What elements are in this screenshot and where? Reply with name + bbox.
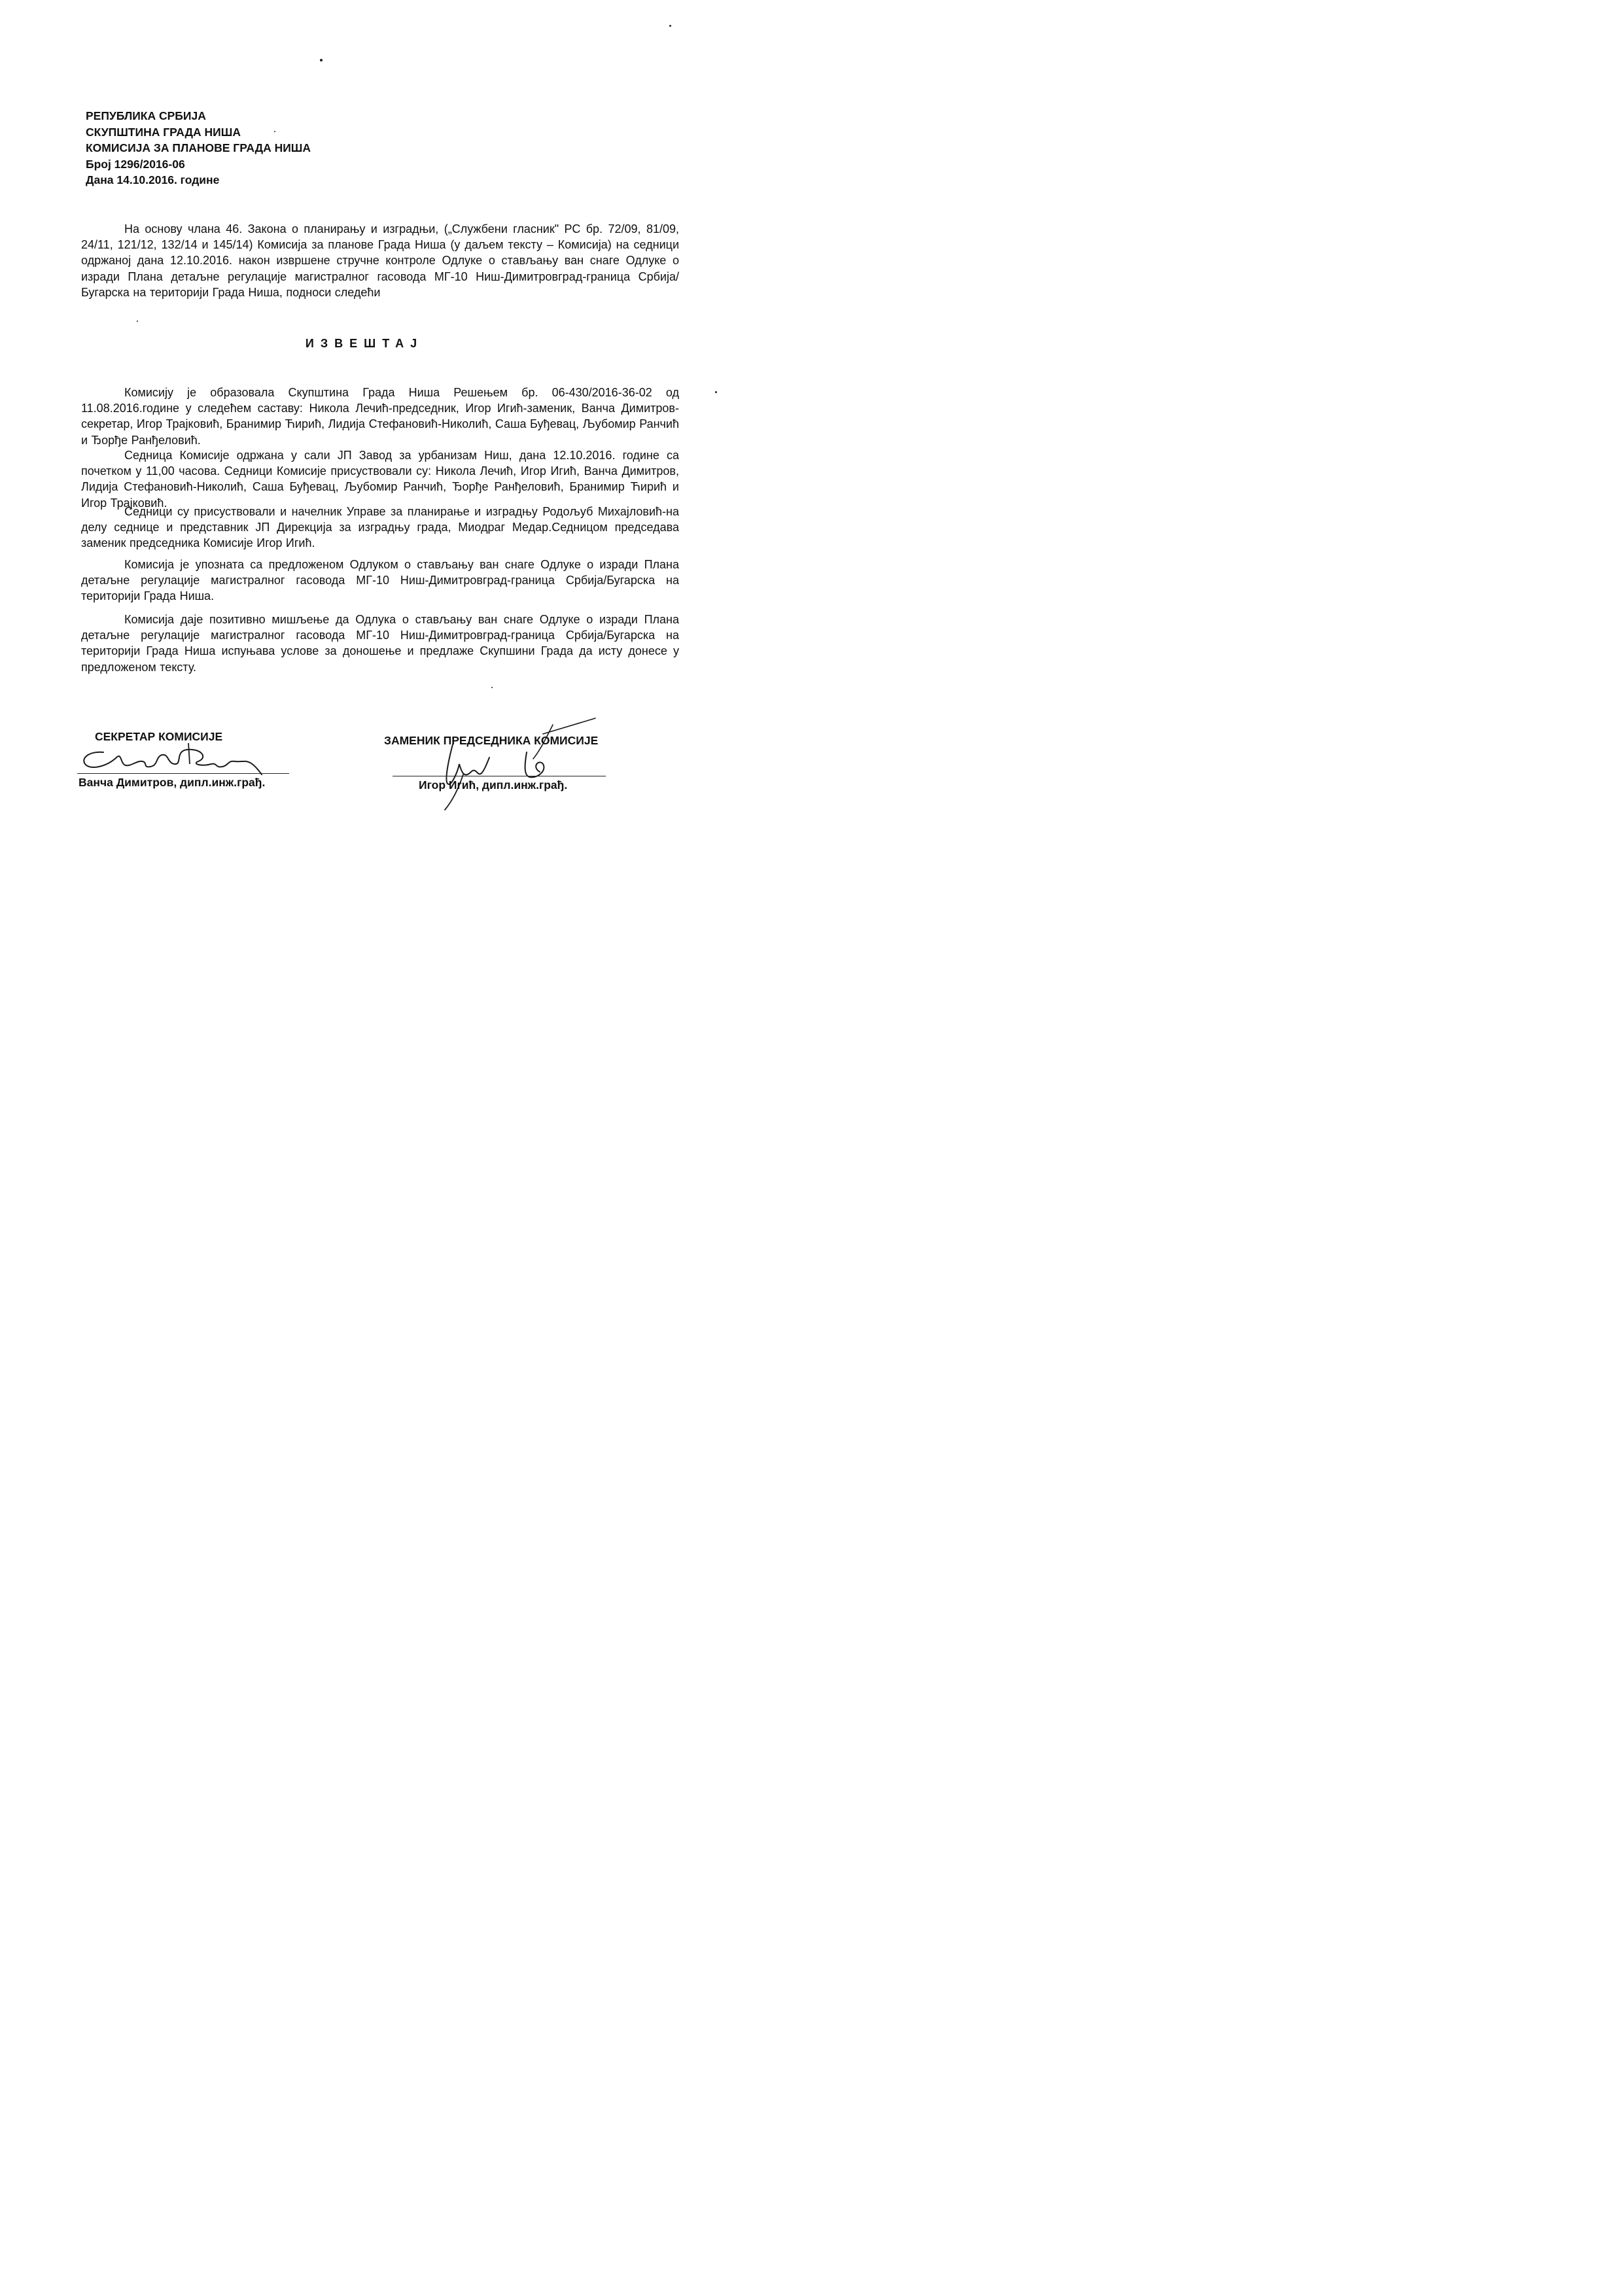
body-paragraph-3: Седници су присуствовали и начелник Управе за планирање и изградњу Родољуб Михајловић-на делу седнице и представник ЈП Дирекција за изградњу града, Миодраг Медар.Седницом председава заменик председника Комисије Игор Игић. [81,505,679,550]
secretary-signature-line [77,773,289,774]
scan-speck [669,25,671,27]
scan-speck [715,391,717,393]
body-paragraph-2: Седница Комисије одржана у сали ЈП Завод за урбанизам Ниш, дана 12.10.2016. године са почетком у 11,00 часова. Седници Комисије присуствовали су: Никола Лечић, Игор Игић, Ванча Димитров, Лидија Стефановић-Николић, Саша Буђевац, Љубомир Ранчић, Ђорђе Ранђеловић, Бранимир Ћирић и Игор Трајковић. [81,449,679,510]
secretary-title: СЕКРЕТАР КОМИСИЈЕ [95,730,223,743]
scan-speck [320,59,323,61]
letterhead [86,108,311,188]
body-paragraph-5: Комисија даје позитивно мишљење да Одлука о стављању ван снаге Одлуке о изради Плана детаљне регулације магистралног гасовода МГ-10 Ниш-Димитровград-граница Србија/Бугарска на територији Града Ниша испуњава услове за доношење и предлаже Скупшини Града да исту донесе у предложеном тексту. [81,613,679,674]
letterhead-assembly: СКУПШТИНА ГРАДА НИША [86,125,241,139]
letterhead-commission: КОМИСИЈА ЗА ПЛАНОВЕ ГРАДА НИША [86,141,311,154]
scan-speck [491,687,493,688]
deputy-chair-name: Игор Игић, дипл.инж.грађ. [419,778,568,791]
deputy-chair-title: ЗАМЕНИК ПРЕДСЕДНИКА КОМИСИЈЕ [384,734,599,747]
scan-speck [137,321,138,322]
letterhead-country: РЕПУБЛИКА СРБИЈА [86,109,206,122]
intro-paragraph: На основу члана 46. Закона о планирању и изградњи, („Службени гласник" РС бр. 72/09, 81/09, 24/11, 121/12, 132/14 и 145/14) Комисија за планове Града Ниша (у даљем тексту – Комисија) на седници одржаној дана 12.10.2016. након извршене стручне контроле Одлуке о стављању ван снаге Одлуке о изради Плана детаљне регулације магистралног гасовода МГ-10 Ниш-Димитровград-граница Србија/Бугарска на територији Града Ниша, подноси следећи [81,222,679,299]
document-number: Број 1296/2016-06 [86,157,185,171]
document-page [0,0,722,1021]
deputy-chair-signature [419,718,595,816]
report-title: ИЗВЕШТАЈ [305,337,424,350]
secretary-signature [77,738,273,777]
body-paragraph-1: Комисију је образовала Скупштина Града Ниша Решењем бр. 06-430/2016-36-02 од 11.08.2016.године у следећем саставу: Никола Лечић-председник, Игор Игић-заменик, Ванча Димитров-секретар, Игор Трајковић, Бранимир Ћирић, Лидија Стефановић-Николић, Саша Буђевац, Љубомир Ранчић и Ђорђе Ранђеловић. [81,386,679,447]
body-paragraph-4: Комисија је упозната са предложеном Одлуком о стављању ван снаге Одлуке о изради Плана детаљне регулације магистралног гасовода МГ-10 Ниш-Димитровград-граница Србија/Бугарска на територији Града Ниша. [81,558,679,603]
secretary-name: Ванча Димитров, дипл.инж.грађ. [79,776,266,789]
scan-speck [274,131,275,132]
document-date: Дана 14.10.2016. године [86,173,220,186]
